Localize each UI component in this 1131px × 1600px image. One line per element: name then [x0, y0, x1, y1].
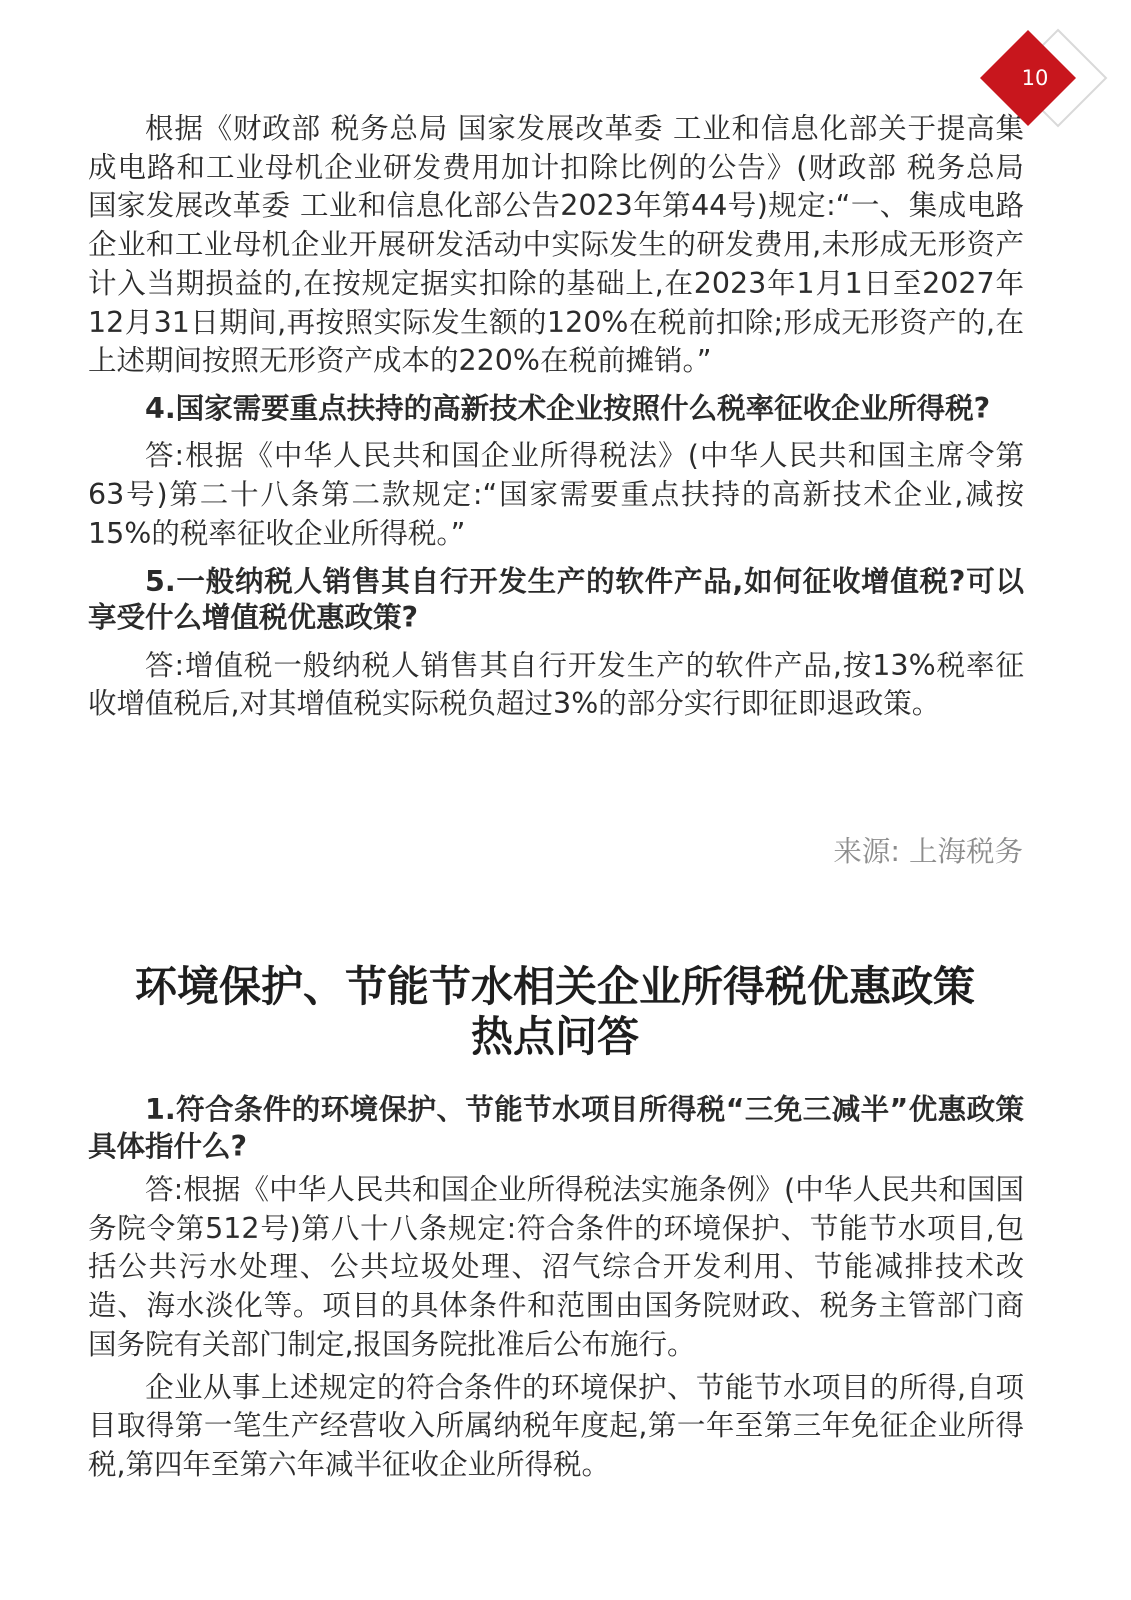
part-two: [88, 1092, 1024, 1485]
section-title: [60, 962, 1050, 1062]
section-answer-1-paragraph-2: 企业从事上述规定的符合条件的环境保护、节能节水项目的所得,自项目取得第一笔生产经营收入所属纳税年度起,第一年至第三年免征企业所得税,第四年至第六年减半征收企业所得税。: [88, 1370, 1024, 1481]
answer-4: 答:根据《中华人民共和国企业所得税法》(中华人民共和国主席令第63号)第二十八条第二款规定:“国家需要重点扶持的高新技术企业,减按15%的税率征收企业所得税。”: [88, 439, 1024, 550]
question-4: 4.国家需要重点扶持的高新技术企业按照什么税率征收企业所得税?: [145, 391, 991, 425]
part-one: [88, 110, 1024, 724]
section-title-line-2: 热点问答: [470, 1012, 639, 1061]
section-answer-1-paragraph-1: 答:根据《中华人民共和国企业所得税法实施条例》(中华人民共和国国务院令第512号)第八十八条规定:符合条件的环境保护、节能节水项目,包括公共污水处理、公共垃圾处理、沼气综合开发利用、节能减排技术改造、海水淡化等。项目的具体条件和范围由国务院财政、税务主管部门商国务院有关部门制定,报国务院批准后公布施行。: [88, 1173, 1024, 1361]
question-5: 5.一般纳税人销售其自行开发生产的软件产品,如何征收增值税?可以享受什么增值税优惠政策?: [88, 564, 1024, 635]
answer-5: 答:增值税一般纳税人销售其自行开发生产的软件产品,按13%税率征收增值税后,对其增值税实际税负超过3%的部分实行即征即退政策。: [88, 648, 1024, 721]
section-question-1: 1.符合条件的环境保护、节能节水项目所得税“三免三减半”优惠政策具体指什么?: [88, 1093, 1024, 1163]
page-number: 10: [1021, 66, 1049, 90]
source-note: 来源: 上海税务: [833, 835, 1023, 868]
section-title-line-1: 环境保护、节能节水相关企业所得税优惠政策: [134, 962, 975, 1011]
intro-paragraph: 根据《财政部 税务总局 国家发展改革委 工业和信息化部关于提高集成电路和工业母机企业研发费用加计扣除比例的公告》(财政部 税务总局 国家发展改革委 工业和信息化部公告2023年第44号)规定:“一、集成电路企业和工业母机企业开展研发活动中实际发生的研发费用,未形成无形资产计入当期损益的,在按规定据实扣除的基础上,在2023年1月1日至2027年12月31日期间,再按照实际发生额的120%在税前扣除;形成无形资产的,在上述期间按照无形资产成本的220%在税前摊销。”: [88, 112, 1024, 378]
